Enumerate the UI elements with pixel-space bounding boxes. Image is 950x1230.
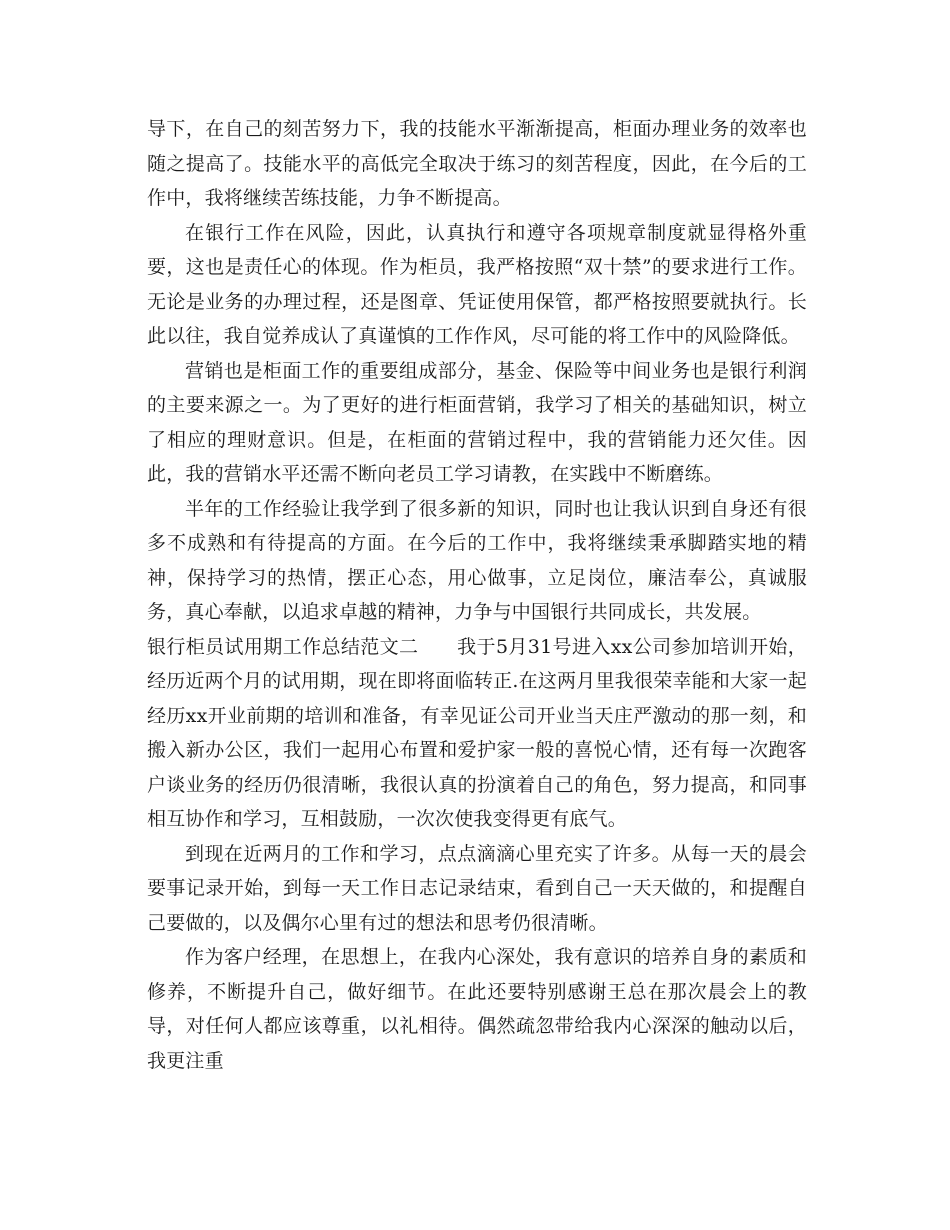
section-title: 银行柜员试用期工作总结范文二 bbox=[147, 635, 419, 658]
document-body bbox=[147, 112, 807, 1078]
paragraph-3: 营销也是柜面工作的重要组成部分，基金、保险等中间业务也是银行利润的主要来源之一。为了更好的进行柜面营销，我学习了相关的基础知识，树立了相应的理财意识。但是，在柜面的营销过程中，我的营销能力还欠佳。因此，我的营销水平还需不断向老员工学习请教，在实践中不断磨练。 bbox=[147, 359, 807, 485]
section-paragraph-1: 到现在近两月的工作和学习，点点滴滴心里充实了许多。从每一天的晨会要事记录开始，到每一天工作日志记录结束，看到自己一天天做的，和提醒自己要做的，以及偶尔心里有过的想法和思考仍很清晰。 bbox=[147, 842, 807, 934]
section-first-paragraph: 我于5月31号进入xx公司参加培训开始，经历近两个月的试用期，现在即将面临转正.在这两月里我很荣幸能和大家一起经历xx开业前期的培训和准备，有幸见证公司开业当天庄严激动的那一刻，和搬入新办公区，我们一起用心布置和爱护家一般的喜悦心情，还有每一次跑客户谈业务的经历仍很清晰，我很认真的扮演着自己的角色，努力提高，和同事相互协作和学习，互相鼓励，一次次使我变得更有底气。 bbox=[147, 635, 807, 830]
section-spacer bbox=[418, 636, 457, 658]
paragraph-4: 半年的工作经验让我学到了很多新的知识，同时也让我认识到自身还有很多不成熟和有待提高的方面。在今后的工作中，我将继续秉承脚踏实地的精神，保持学习的热情，摆正心态，用心做事，立足岗位，廉洁奉公，真诚服务，真心奉献，以追求卓越的精神，力争与中国银行共同成长，共发展。 bbox=[147, 497, 807, 623]
paragraph-2: 在银行工作在风险，因此，认真执行和遵守各项规章制度就显得格外重要，这也是责任心的体现。作为柜员，我严格按照“双十禁”的要求进行工作。无论是业务的办理过程，还是图章、凭证使用保管，都严格按照要就执行。长此以往，我自觉养成认了真谨慎的工作作风，尽可能的将工作中的风险降低。 bbox=[147, 221, 807, 347]
section-two-intro bbox=[147, 630, 807, 837]
section-paragraph-2: 作为客户经理，在思想上，在我内心深处，我有意识的培养自身的素质和修养，不断提升自己，做好细节。在此还要特别感谢王总在那次晨会上的教导，对任何人都应该尊重，以礼相待。偶然疏忽带给我内心深深的触动以后，我更注重 bbox=[147, 946, 807, 1072]
paragraph-1: 导下，在自己的刻苦努力下，我的技能水平渐渐提高，柜面办理业务的效率也随之提高了。技能水平的高低完全取决于练习的刻苦程度，因此，在今后的工作中，我将继续苦练技能，力争不断提高。 bbox=[147, 118, 807, 209]
